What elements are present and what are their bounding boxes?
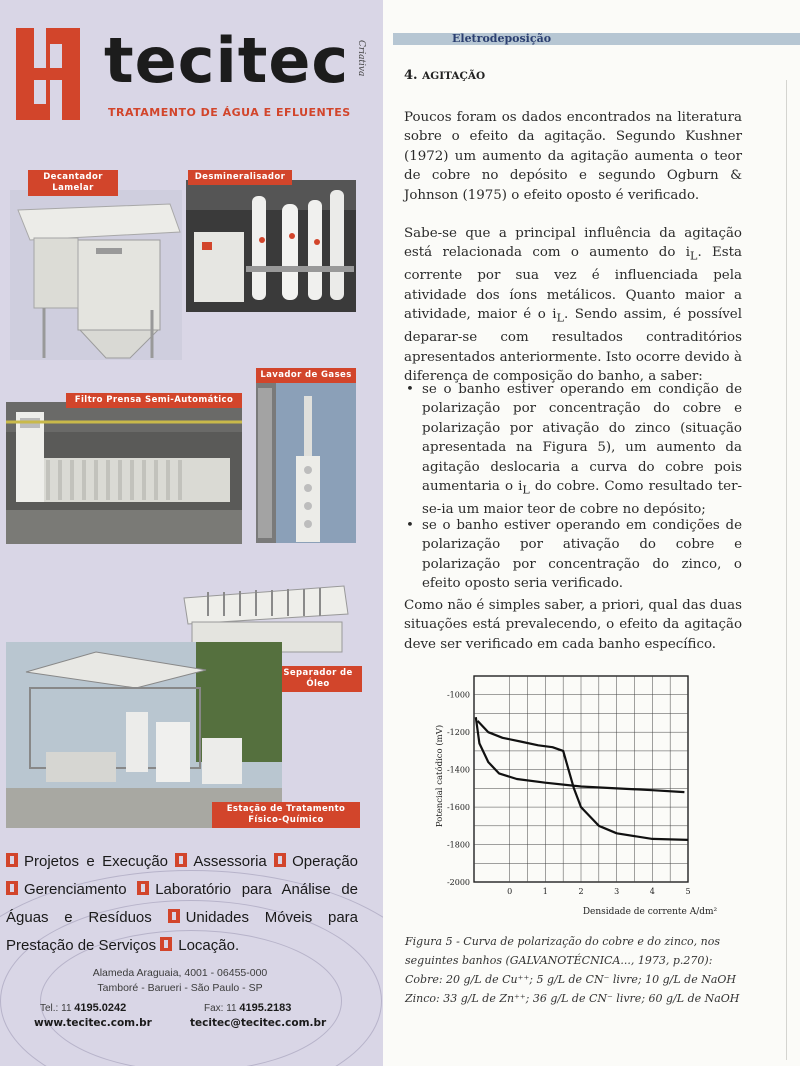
- service-label: Unidades Móveis para Prestação de Serviços: [6, 909, 359, 954]
- label-separador-line1: Separador de: [283, 668, 353, 678]
- bullet-1: [406, 380, 742, 520]
- tecitec-logo-icon: [16, 28, 80, 120]
- tecitec-bullet-icon: [168, 909, 180, 923]
- address-line1: Alameda Araguaia, 4001 - 06455-000: [92, 967, 268, 979]
- series-line-1: [478, 721, 688, 840]
- phone-label: Tel.: 11: [40, 1003, 72, 1014]
- label-estacao: [212, 802, 360, 828]
- paragraph-2: [404, 224, 742, 387]
- phone: [40, 1002, 126, 1014]
- x-tick-label: 2: [578, 887, 584, 896]
- service-item: [6, 881, 127, 898]
- y-tick-label: -1400: [446, 765, 470, 775]
- service-item: [175, 853, 266, 870]
- subscript-L: L: [690, 250, 698, 264]
- tecitec-bullet-icon: [160, 937, 172, 951]
- label-filtro: Filtro Prensa Semi-Automático: [66, 393, 242, 408]
- bullet-dot-icon: •: [406, 382, 414, 397]
- x-tick-label: 3: [614, 887, 620, 896]
- service-label: Operação: [292, 853, 359, 870]
- figure-caption: [405, 932, 745, 1008]
- label-decantador-line1: Decantador: [43, 172, 103, 182]
- service-item: [6, 853, 168, 870]
- series-line-2: [476, 717, 685, 792]
- service-label: Gerenciamento: [24, 881, 127, 898]
- label-decantador: [28, 170, 118, 196]
- y-tick-label: -1000: [446, 690, 470, 700]
- service-label: Projetos e Execução: [24, 853, 168, 870]
- brand-name: tecitec: [104, 24, 350, 97]
- website-link[interactable]: www.tecitec.com.br: [34, 1017, 152, 1029]
- phone-number: 4195.0242: [74, 1002, 127, 1014]
- decantador-photo: [10, 190, 182, 360]
- estacao-photo: [6, 642, 282, 828]
- fax: [204, 1002, 291, 1014]
- services-list: [6, 848, 358, 960]
- chart-grid: [474, 676, 688, 882]
- lavador-photo: [256, 378, 356, 543]
- page-edge: [786, 80, 787, 1060]
- bullet-2: [406, 516, 742, 594]
- x-tick-labels: [507, 887, 690, 896]
- caption-line-1: Figura 5 - Curva de polarização do cobre e do zinco, nos seguintes banhos (GALVANOTÉCNICA..., 1973, p.270):: [405, 935, 721, 967]
- polarization-chart: [428, 668, 720, 920]
- label-estacao-line1: Estação de Tratamento: [226, 804, 346, 814]
- address-line2: Tamboré - Barueri - São Paulo - SP: [97, 982, 263, 994]
- paragraph-3: Como não é simples saber, a priori, qual das duas situações está prevalecendo, o efeito da agitação deve ser verificado em cada banho específico.: [404, 598, 742, 652]
- bullet-dot-icon: •: [406, 518, 414, 533]
- paragraph-2-part-a: Sabe-se que a principal influência da agitação está relacionada com o aumento do i: [404, 226, 742, 261]
- y-axis-label: Potencial catódico (mV): [435, 724, 445, 828]
- subscript-L: L: [522, 483, 530, 497]
- caption-line-3: Zinco: 33 g/L de Zn⁺⁺; 36 g/L de CN⁻ livre; 60 g/L de NaOH: [405, 992, 740, 1005]
- label-desmineralisador: Desmineralisador: [188, 170, 292, 185]
- x-axis-label: Densidade de corrente A/dm²: [582, 907, 718, 917]
- brand-tagline: TRATAMENTO DE ÁGUA E EFLUENTES: [108, 106, 351, 119]
- filtro-photo: [6, 402, 242, 544]
- y-tick-label: -1800: [446, 840, 470, 850]
- heading-text: AGITAÇÃO: [422, 70, 486, 82]
- tecitec-bullet-icon: [175, 853, 187, 867]
- tecitec-bullet-icon: [6, 881, 18, 895]
- service-item: [274, 853, 358, 870]
- paragraph-2-part-b: . Esta corrente por sua vez é influenciada pela atividade dos íons metálicos. Quanto maior a atividade, maior é o i: [404, 245, 742, 323]
- service-label: Locação.: [178, 937, 240, 954]
- x-tick-label: 4: [649, 887, 655, 896]
- section-title: Eletrodeposição: [452, 32, 552, 45]
- article-heading: [404, 68, 485, 83]
- advertisement: [0, 0, 383, 1066]
- label-decantador-line2: Lamelar: [52, 183, 94, 193]
- label-estacao-line2: Físico-Químico: [248, 815, 324, 825]
- paragraph-1: Poucos foram os dados encontrados na literatura sobre o efeito da agitação. Segundo Kushner (1972) um aumento da agitação aumenta o teor de cobre no depósito e segundo Ogburn & Johnson (1975) o efeito oposto é verificado.: [404, 110, 742, 203]
- label-separador: [274, 666, 362, 692]
- contact-address: [0, 966, 360, 996]
- desmineralisador-photo: [186, 180, 356, 312]
- y-tick-label: -1600: [446, 803, 470, 813]
- y-tick-label: -2000: [446, 878, 470, 887]
- bullet-2-text: se o banho estiver operando em condições de polarização por ativação do cobre e polarização por concentração do zinco, o efeito oposto seria verificado.: [422, 518, 742, 592]
- bullet-1-part-b: do cobre. Como resultado ter-se-ia um maior teor de cobre no depósito;: [422, 479, 742, 518]
- tecitec-bullet-icon: [6, 853, 18, 867]
- label-separador-line2: Óleo: [306, 679, 330, 689]
- service-label: Laboratório para Análise de Águas e Resíduos: [6, 881, 358, 926]
- y-tick-label: -1200: [446, 728, 470, 738]
- heading-number: 4.: [404, 68, 418, 83]
- subscript-L: L: [556, 311, 564, 325]
- fax-number: 4195.2183: [239, 1002, 292, 1014]
- bullet-1-part-a: se o banho estiver operando em condição de polarização por concentração do cobre e polarização por ativação do zinco (situação apresentada na Figura 5), um aumento da agitação deslocaria a curva do cobre pois aumentaria o i: [422, 382, 742, 495]
- tecitec-bullet-icon: [137, 881, 149, 895]
- paragraph-2-part-c: . Sendo assim, é possível deparar-se com resultados contraditórios apresentados anteriormente. Isto ocorre devido à diferença de composição do banho, a saber:: [404, 307, 742, 385]
- caption-line-2: Cobre: 20 g/L de Cu⁺⁺; 5 g/L de CN⁻ livre; 10 g/L de NaOH: [405, 973, 736, 986]
- email-link[interactable]: tecitec@tecitec.com.br: [190, 1017, 327, 1029]
- chart-series: [476, 717, 688, 840]
- service-item: [160, 937, 239, 954]
- fax-label: Fax: 11: [204, 1003, 237, 1014]
- x-tick-label: 1: [542, 887, 548, 896]
- label-lavador: Lavador de Gases: [256, 368, 356, 383]
- x-tick-label: 0: [507, 887, 513, 896]
- tecitec-bullet-icon: [274, 853, 286, 867]
- service-label: Assessoria: [193, 853, 267, 870]
- x-tick-label: 5: [685, 887, 691, 896]
- agency-credit: Criativa: [356, 40, 366, 77]
- y-tick-labels: [447, 691, 470, 887]
